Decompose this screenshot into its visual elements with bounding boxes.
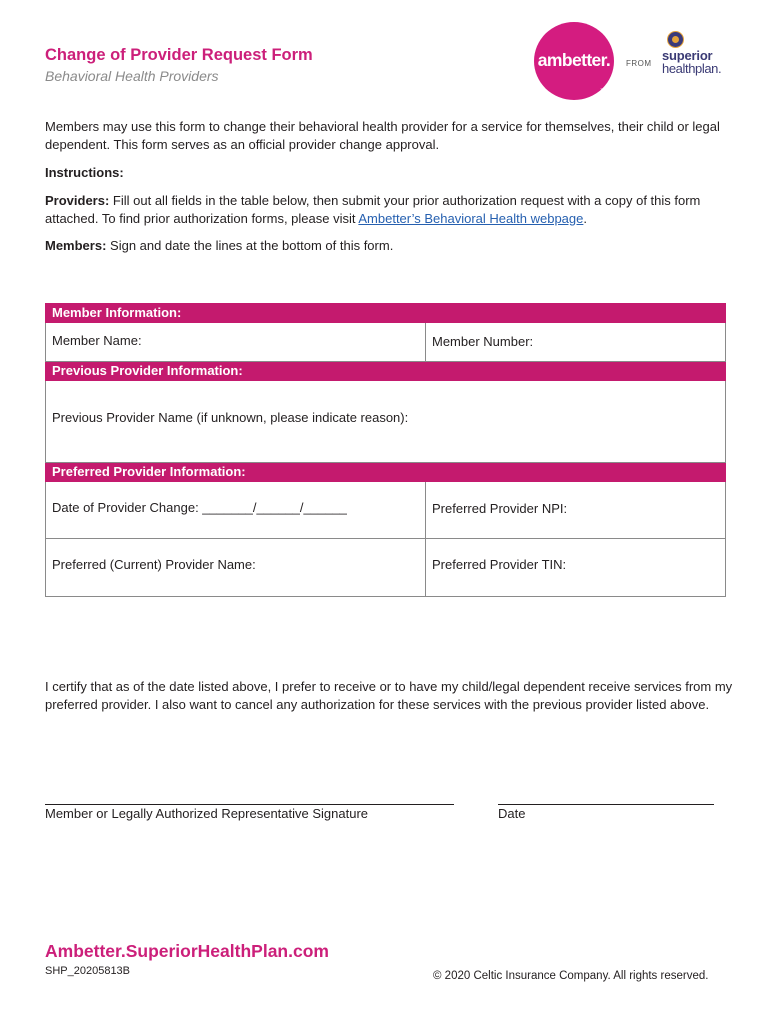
preferred-npi-field[interactable] — [426, 482, 726, 539]
preferred-provider-name-label: Preferred (Current) Provider Name: — [52, 557, 256, 572]
date-of-change-label: Date of Provider Change: _______/______/______ — [52, 500, 347, 515]
certification-text: I certify that as of the date listed above, I prefer to receive or to have my child/legal dependent receive services from my preferred provider. I also want to cancel any authorization for these services with the previous provider listed above. — [45, 679, 733, 712]
instructions-heading: Instructions: — [45, 165, 124, 180]
members-text: Sign and date the lines at the bottom of this form. — [106, 238, 394, 253]
date-line[interactable] — [498, 804, 714, 805]
preferred-tin-label: Preferred Provider TIN: — [432, 557, 567, 572]
previous-provider-name-label: Previous Provider Name (if unknown, please indicate reason): — [52, 410, 409, 425]
trademark-mark: ™ — [600, 87, 604, 92]
partner-logo-line2: healthplan. — [662, 61, 722, 76]
partner-logo-line1: superior — [662, 48, 713, 63]
providers-label: Providers: — [45, 193, 110, 208]
copyright-text: © 2020 Celtic Insurance Company. All rights reserved. — [433, 970, 709, 982]
member-number-field[interactable] — [426, 323, 726, 362]
page-title: Change of Provider Request Form — [45, 46, 313, 64]
from-label: FROM — [626, 59, 652, 68]
superior-seal-inner — [672, 36, 679, 43]
preferred-tin-field[interactable] — [426, 539, 726, 597]
preferred-npi-label: Preferred Provider NPI: — [432, 501, 568, 516]
providers-instructions — [45, 192, 735, 227]
members-label: Members: — [45, 238, 107, 253]
ambetter-logo-text: ambetter. — [537, 50, 611, 70]
members-instructions — [45, 237, 735, 255]
intro-paragraph: Members may use this form to change their behavioral health provider for a service for themselves, their child or legal dependent. This form serves as an official provider change approval. — [45, 119, 720, 152]
member-name-field[interactable] — [46, 323, 426, 362]
date-of-change-field[interactable] — [46, 482, 426, 539]
member-info-header: Member Information: — [46, 304, 726, 323]
signature-label: Member or Legally Authorized Representative Signature — [45, 806, 369, 821]
providers-text: Fill out all fields in the table below, then submit your prior authorization request with a copy of this form attached. To find prior authorization forms, please visit — [45, 193, 701, 226]
footer-website-link[interactable]: Ambetter.SuperiorHealthPlan.com — [45, 941, 329, 961]
previous-provider-name-field[interactable] — [46, 381, 726, 463]
provider-form-table — [45, 303, 726, 597]
preferred-provider-name-field[interactable] — [46, 539, 426, 597]
page-subtitle: Behavioral Health Providers — [45, 68, 219, 84]
member-name-label: Member Name: — [52, 333, 142, 348]
providers-end: . — [583, 210, 587, 226]
previous-provider-header: Previous Provider Information: — [46, 362, 726, 381]
preferred-provider-header: Preferred Provider Information: — [46, 463, 726, 482]
member-number-label: Member Number: — [432, 334, 534, 349]
form-code: SHP_20205813B — [45, 965, 131, 977]
behavioral-health-link[interactable]: Ambetter’s Behavioral Health webpage — [358, 210, 584, 226]
date-label: Date — [498, 806, 526, 821]
signature-line[interactable] — [45, 804, 454, 805]
